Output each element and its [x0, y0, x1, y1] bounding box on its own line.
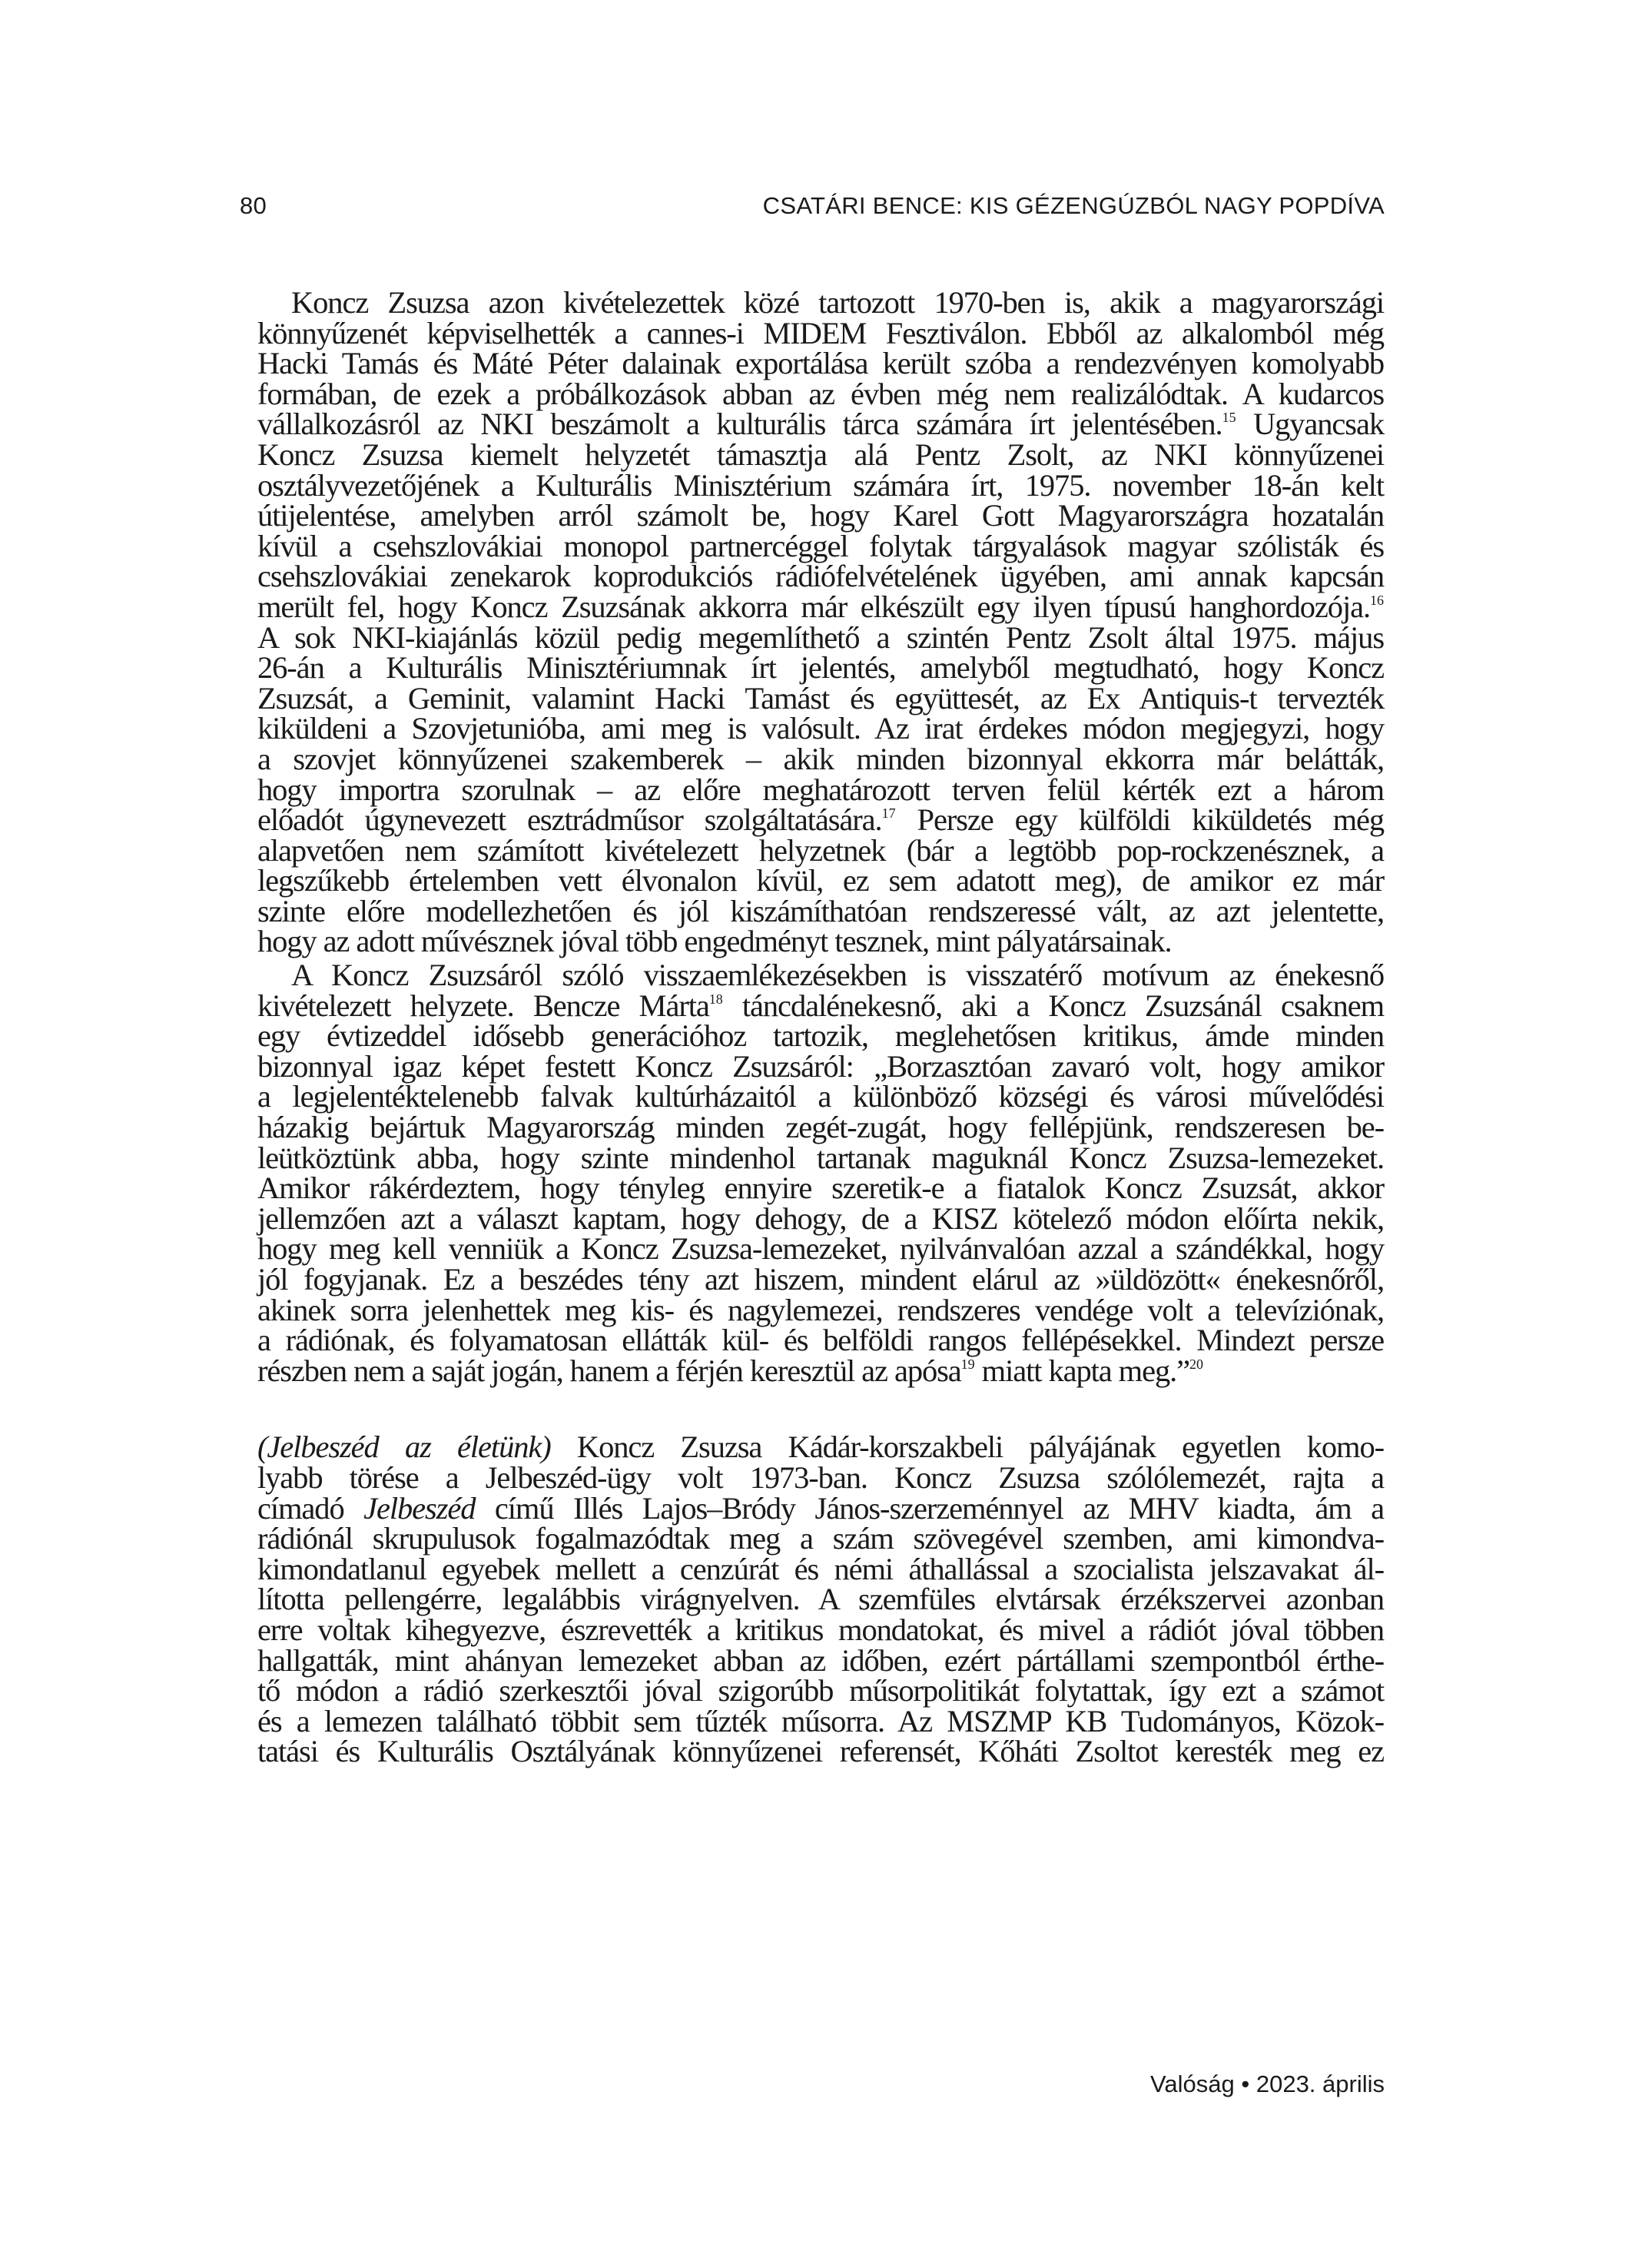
- footnote-ref[interactable]: 20: [1189, 1356, 1203, 1372]
- running-header: [240, 192, 1385, 220]
- text-line: hogy importra szorulnak – az előre meghatározott terven felül kérték ezt a három: [257, 772, 1384, 807]
- text-line: merült fel, hogy Koncz Zsuzsának akkorra már elkészült egy ilyen típusú hanghordozója.$^{16}$: [257, 589, 1384, 624]
- text-line: a szovjet könnyűzenei szakemberek – akik minden bizonnyal ekkorra már belátták,: [257, 741, 1384, 776]
- text-line: A sok NKI-kiajánlás közül pedig megemlíthető a szintén Pentz Zsolt által 1975. május: [257, 619, 1384, 655]
- text-line: szinte előre modellezhetően és jól kiszámíthatóan rendszeressé vált, az azt jelentette,: [257, 893, 1384, 928]
- text-line: hogy meg kell venniük a Koncz Zsuzsa-lemezeket, nyilvánvalóan azzal a szándékkal, hogy: [257, 1231, 1384, 1267]
- song-title: Jelbeszéd: [363, 1490, 476, 1526]
- text-line: Koncz Zsuzsa kiemelt helyzetét támasztja alá Pentz Zsolt, az NKI könnyűzenei: [257, 437, 1384, 472]
- footnote-ref[interactable]: 19: [960, 1356, 975, 1372]
- text-line: a legjelentéktelenebb falvak kultúrházaitól a különböző községi és városi művelődési: [257, 1079, 1384, 1114]
- paragraph: [257, 287, 1384, 957]
- text-line: lyabb törése a Jelbeszéd-ügy volt 1973-ban. Koncz Zsuzsa szólólemezét, rajta a: [257, 1459, 1384, 1495]
- text-line: hallgatták, mint ahányan lemezeket abban az időben, ezért pártállami szempontból érthe-: [257, 1642, 1384, 1678]
- text-line: Zsuzsát, a Geminit, valamint Hacki Tamást és együttesét, az Ex Antiquis-t tervezték: [257, 680, 1384, 716]
- text-line: osztályvezetőjének a Kulturális Minisztérium számára írt, 1975. november 18-án kelt: [257, 467, 1384, 503]
- text-line: A Koncz Zsuzsáról szóló visszaemlékezésekben is visszatérő motívum az énekesnő: [291, 958, 1384, 993]
- article-body: [257, 287, 1384, 1767]
- text-line: vállalkozásról az NKI beszámolt a kulturális tárca számára írt jelentésében.$^{15}$ Ugyancsak: [257, 407, 1384, 442]
- footnote-ref[interactable]: 16: [1370, 592, 1384, 608]
- page-footer: [1150, 2070, 1385, 2098]
- text-line: címadó Jelbeszéd című Illés Lajos–Bródy János-szerzeménnyel az MHV kiadta, ám a: [257, 1490, 1384, 1526]
- footnote-ref[interactable]: 17: [881, 805, 896, 822]
- text-line: Hacki Tamás és Máté Péter dalainak exportálása került szóba a rendezvényen komolyabb: [257, 346, 1384, 381]
- text-line: útijelentése, amelyben arról számolt be, hogy Karel Gott Magyarországra hozatalán: [257, 498, 1384, 533]
- text-line: előadót úgynevezett esztrádműsor szolgáltatására.$^{17}$ Persze egy külföldi kiküldetés még: [257, 802, 1384, 838]
- text-line: kimondatlanul egyebek mellett a cenzúrát és némi áthallással a szocialista jelszavakat ál-: [257, 1551, 1384, 1586]
- text-line: házakig bejártuk Magyarország minden zegét-zugát, hogy fellépjünk, rendszeresen be-: [257, 1110, 1384, 1145]
- text-line: tő módon a rádió szerkesztői jóval szigorúbb műsorpolitikát folytattak, így ezt a számot: [257, 1673, 1384, 1708]
- text-line: jól fogyjanak. Ez a beszédes tény azt hiszem, mindent elárul az »üldözött« énekesnőről,: [257, 1262, 1384, 1297]
- bullet-separator: •: [1241, 2070, 1250, 2097]
- text-line: (Jelbeszéd az életünk) Koncz Zsuzsa Kádár-korszakbeli pályájának egyetlen komo-: [257, 1430, 1384, 1465]
- text-line: leütköztünk abba, hogy szinte mindenhol tartanak maguknál Koncz Zsuzsa-lemezeket.: [257, 1140, 1384, 1175]
- text-line: kívül a csehszlovákiai monopol partnercéggel folytak tárgyalások magyar szólisták és: [257, 528, 1384, 563]
- text-line: tatási és Kulturális Osztályának könnyűzenei referensét, Kőháti Zsoltot keresték meg ez: [257, 1734, 1384, 1769]
- text-line: kiküldeni a Szovjetunióba, ami meg is valósult. Az irat érdekes módon megjegyzi, hogy: [257, 711, 1384, 746]
- text-line: Koncz Zsuzsa azon kivételezettek közé tartozott 1970-ben is, akik a magyarországi: [291, 285, 1384, 320]
- text-line: a rádiónak, és folyamatosan ellátták kül- és belföldi rangos fellépésekkel. Mindezt persze: [257, 1323, 1384, 1358]
- text-line: és a lemezen található többit sem tűzték műsorra. Az MSZMP KB Tudományos, Közok-: [257, 1703, 1384, 1738]
- footnote-ref[interactable]: 15: [1222, 410, 1236, 426]
- text-line: bizonnyal igaz képet festett Koncz Zsuzsáról: „Borzasztóan zavaró volt, hogy amikor: [257, 1048, 1384, 1084]
- paragraph: [257, 960, 1384, 1386]
- publication-name: Valóság: [1150, 2070, 1235, 2097]
- section-heading: (Jelbeszéd az életünk): [257, 1430, 551, 1465]
- text-line: legszűkebb értelemben vett élvonalon kívül, ez sem adatott meg), de amikor ez már: [257, 863, 1384, 898]
- text-line: lította pellengérre, legalábbis virágnyelven. A szemfüles elvtársak érzékszervei azonban: [257, 1582, 1384, 1617]
- text-line: hogy az adott művésznek jóval több engedményt tesznek, mint pályatársainak.: [257, 924, 1172, 959]
- text-line: erre voltak kihegyezve, észrevették a kritikus mondatokat, és mivel a rádiót jóval többen: [257, 1612, 1384, 1647]
- footnote-ref[interactable]: 18: [708, 991, 723, 1007]
- text-line: Amikor rákérdeztem, hogy tényleg ennyire szeretik-e a fiatalok Koncz Zsuzsát, akkor: [257, 1171, 1384, 1206]
- text-line: kivételezett helyzete. Bencze Márta$^{18}$ táncdalénekesnő, aki a Koncz Zsuzsánál csaknem: [257, 988, 1384, 1023]
- text-line: 26-án a Kulturális Minisztériumnak írt jelentés, amelyből megtudható, hogy Koncz: [257, 650, 1384, 686]
- issue-date: 2023. április: [1256, 2070, 1385, 2097]
- text-line: akinek sorra jelenhettek meg kis- és nagylemezei, rendszeres vendége volt a televíziónak,: [257, 1292, 1384, 1327]
- text-line: csehszlovákiai zenekarok koprodukciós rádiófelvételének ügyében, ami annak kapcsán: [257, 559, 1384, 594]
- page-number: 80: [240, 192, 267, 219]
- text-line: egy évtizeddel idősebb generációhoz tartozik, meglehetősen kritikus, ámde minden: [257, 1018, 1384, 1054]
- text-line: formában, de ezek a próbálkozások abban az évben még nem realizálódtak. A kudarcos: [257, 376, 1384, 411]
- text-line: rádiónál skrupulusok fogalmazódtak meg a szám szövegével szemben, ami kimondva-: [257, 1521, 1384, 1556]
- paragraph: [257, 1432, 1384, 1767]
- text-line: jellemzően azt a választ kaptam, hogy dehogy, de a KISZ kötelező módon előírta nekik,: [257, 1200, 1384, 1236]
- running-title: CSATÁRI BENCE: KIS GÉZENGÚZBÓL NAGY POPDÍVA: [762, 192, 1385, 219]
- text-line: alapvetően nem számított kivételezett helyzetnek (bár a legtöbb pop-rockzenésznek, a: [257, 832, 1384, 868]
- text-line: könnyűzenét képviselhették a cannes-i MIDEM Fesztiválon. Ebből az alkalomból még: [257, 315, 1384, 350]
- text-line: részben nem a saját jogán, hanem a férjén keresztül az apósa$^{19}$ miatt kapta meg.”$^{20}$: [257, 1353, 1203, 1388]
